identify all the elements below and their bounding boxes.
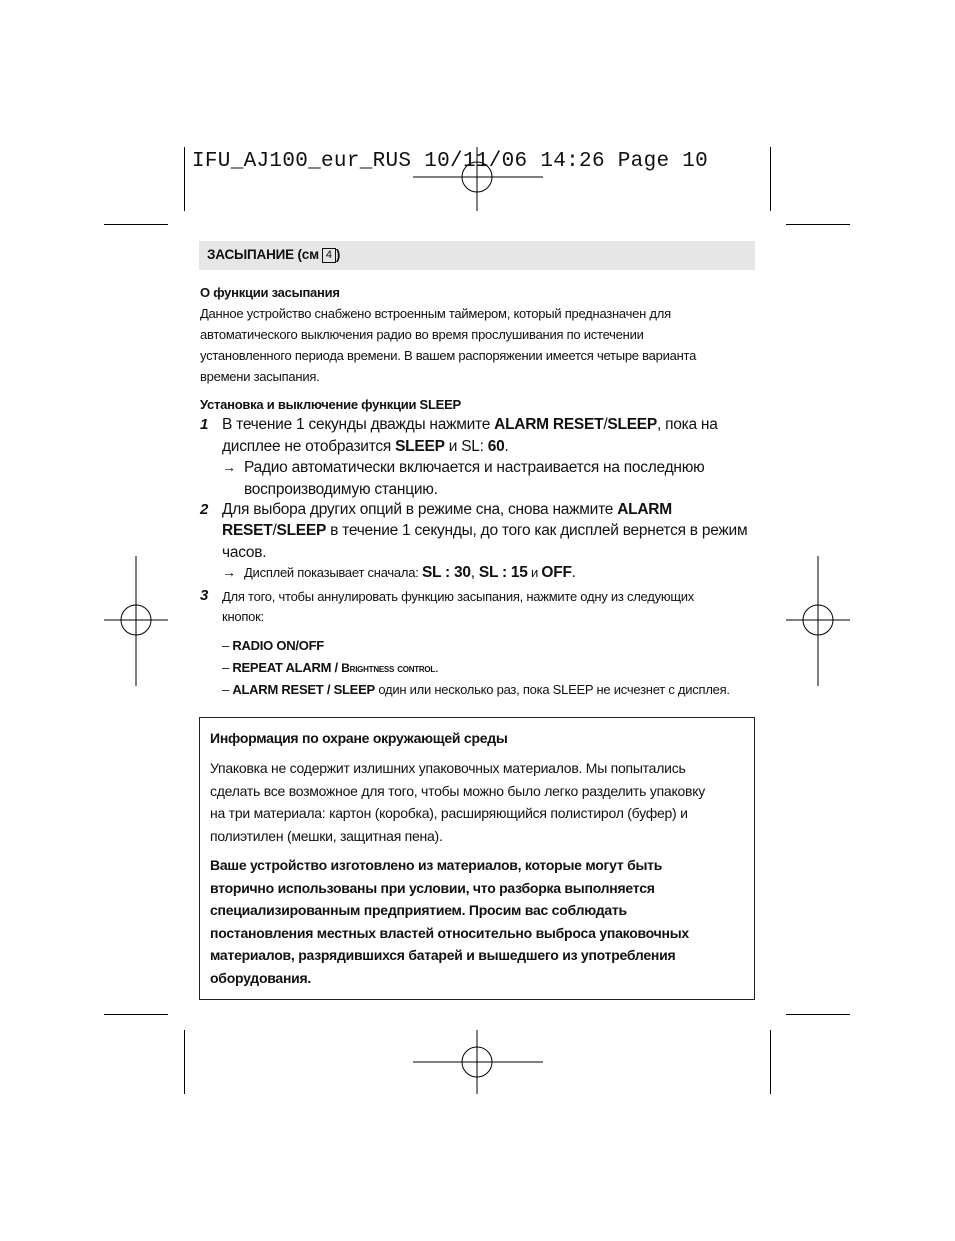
registration-mark-bottom-icon [413,1030,543,1094]
arrow-right-icon: → [222,459,236,475]
alarm-label: ALARM [617,501,672,518]
environment-p2-line-6: оборудования. [210,970,312,986]
arrow-right-icon-2: → [222,564,236,580]
about-heading: О функции засыпания [200,285,340,300]
print-header: IFU_AJ100_eur_RUS 10/11/06 14:26 Page 10 [192,150,709,173]
environment-p1-line-1: Упаковка не содержит излишних упаковочных материалов. Мы попытались [210,760,686,776]
step-1-line-2 [222,438,509,456]
registration-mark-right-icon [786,556,850,686]
crop-mark-bottom-right-horizontal [786,1014,850,1015]
environment-p2-line-3: специализированным предприятием. Просим вас соблюдать [210,902,627,918]
sleep-display-label: SLEEP [395,438,445,455]
crop-mark-bottom-left-horizontal [104,1014,168,1015]
step-2-text-2: в течение 1 секунды, до того как дисплей вернется в режим [326,522,748,539]
slash: / [603,416,608,433]
environment-p2-line-2: вторично использованы при условии, что разборка выполняется [210,880,655,896]
crop-mark-top-right-vertical [770,147,771,211]
sleep-label-2: SLEEP [276,522,327,539]
alarm-reset-sleep-label: ALARM RESET / SLEEP [232,682,375,697]
section-title-close: ) [335,247,341,262]
step-3-number: 3 [200,587,209,604]
about-line-3: установленного периода времени. В вашем распоряжении имеется четыре варианта [200,348,697,363]
step-1-text-2: дисплее не отобразится [222,438,396,455]
dash-3: – [222,682,233,697]
reset-label: RESET [222,522,273,539]
crop-mark-bottom-left-vertical [184,1030,185,1094]
environment-p1-line-2: сделать все возможное для того, чтобы можно было легко разделить упаковку [210,783,705,799]
step-3-line-1: Для того, чтобы аннулировать функцию засыпания, нажмите одну из следующих [222,589,695,604]
dash-2: – [222,660,233,675]
period-3: . [435,660,439,675]
crop-mark-bottom-right-vertical [770,1030,771,1094]
environment-p2-line-5: материалов, разрядившихся батарей и вышедшего из употребления [210,947,676,963]
section-figure-ref: 4 [322,248,336,263]
step-2-line-3: часов. [222,544,267,561]
step-2-result [244,564,576,582]
step-1-result-line-1: Радио автоматически включается и настраивается на последнюю [244,459,705,476]
environment-info-box [199,717,755,1000]
option-alarm-reset-sleep [222,682,730,697]
setup-heading: Установка и выключение функции SLEEP [200,397,461,412]
environment-p1-line-4: полиэтилен (мешки, защитная пена). [210,828,443,844]
crop-mark-top-left-horizontal [104,224,168,225]
sl-value-60: 60 [487,438,505,455]
dash: – [222,638,233,653]
alarm-reset-label: ALARM RESET [494,416,604,433]
and-text: и [527,565,542,580]
registration-mark-left-icon [104,556,168,686]
about-line-2: автоматического выключения радио во время прослушивания по истечении [200,327,644,342]
period: . [504,438,509,455]
step-3-line-2: кнопок: [222,609,264,624]
repeat-alarm-label: REPEAT ALARM / [232,660,342,675]
off-label: OFF [541,564,572,581]
crop-mark-top-right-horizontal [786,224,850,225]
step-2-text: Для выбора других опций в режиме сна, снова нажмите [222,501,618,518]
radio-on-off-label: RADIO ON/OFF [232,638,324,653]
display-shows-text: Дисплей показывает сначала: [244,565,422,580]
environment-p2-line-4: постановления местных властей относительно выброса упаковочных [210,925,689,941]
sl-text: и SL: [444,438,488,455]
crop-mark-top-left-vertical [184,147,185,211]
step-2-number: 2 [200,501,209,518]
about-line-4: времени засыпания. [200,369,320,384]
section-header-bar [199,241,755,270]
step-2-line-1 [222,501,672,519]
brightness-control-label: Brightness control [341,661,435,675]
option-repeat-alarm [222,660,438,675]
step-1-number: 1 [200,416,209,433]
section-title [207,247,340,263]
step-2-line-2 [222,522,747,540]
environment-heading: Информация по охране окружающей среды [210,730,508,746]
step-1-line-1 [222,416,718,434]
option-radio-on-off [222,638,324,653]
step-1-text: В течение 1 секунды дважды нажмите [222,416,495,433]
period-2: . [571,564,576,581]
sl-15-label: SL : 15 [478,564,528,581]
environment-p1-line-3: на три материала: картон (коробка), расширяющийся полистирол (буфер) и [210,805,688,821]
step-1-result-line-2: воспроизводимую станцию. [244,481,438,498]
slash-2: / [272,522,277,539]
sl-30-label: SL : 30 [421,564,471,581]
step-1-text-end: , пока на [656,416,718,433]
section-title-text: ЗАСЫПАНИЕ (см [207,247,319,262]
environment-p2-line-1: Ваше устройство изготовлено из материалов, которые могут быть [210,857,663,873]
sleep-label: SLEEP [607,416,657,433]
about-line-1: Данное устройство снабжено встроенным таймером, который предназначен для [200,306,671,321]
comma: , [470,564,479,581]
option-3-text: один или несколько раз, пока SLEEP не исчезнет с дисплея. [374,682,730,697]
